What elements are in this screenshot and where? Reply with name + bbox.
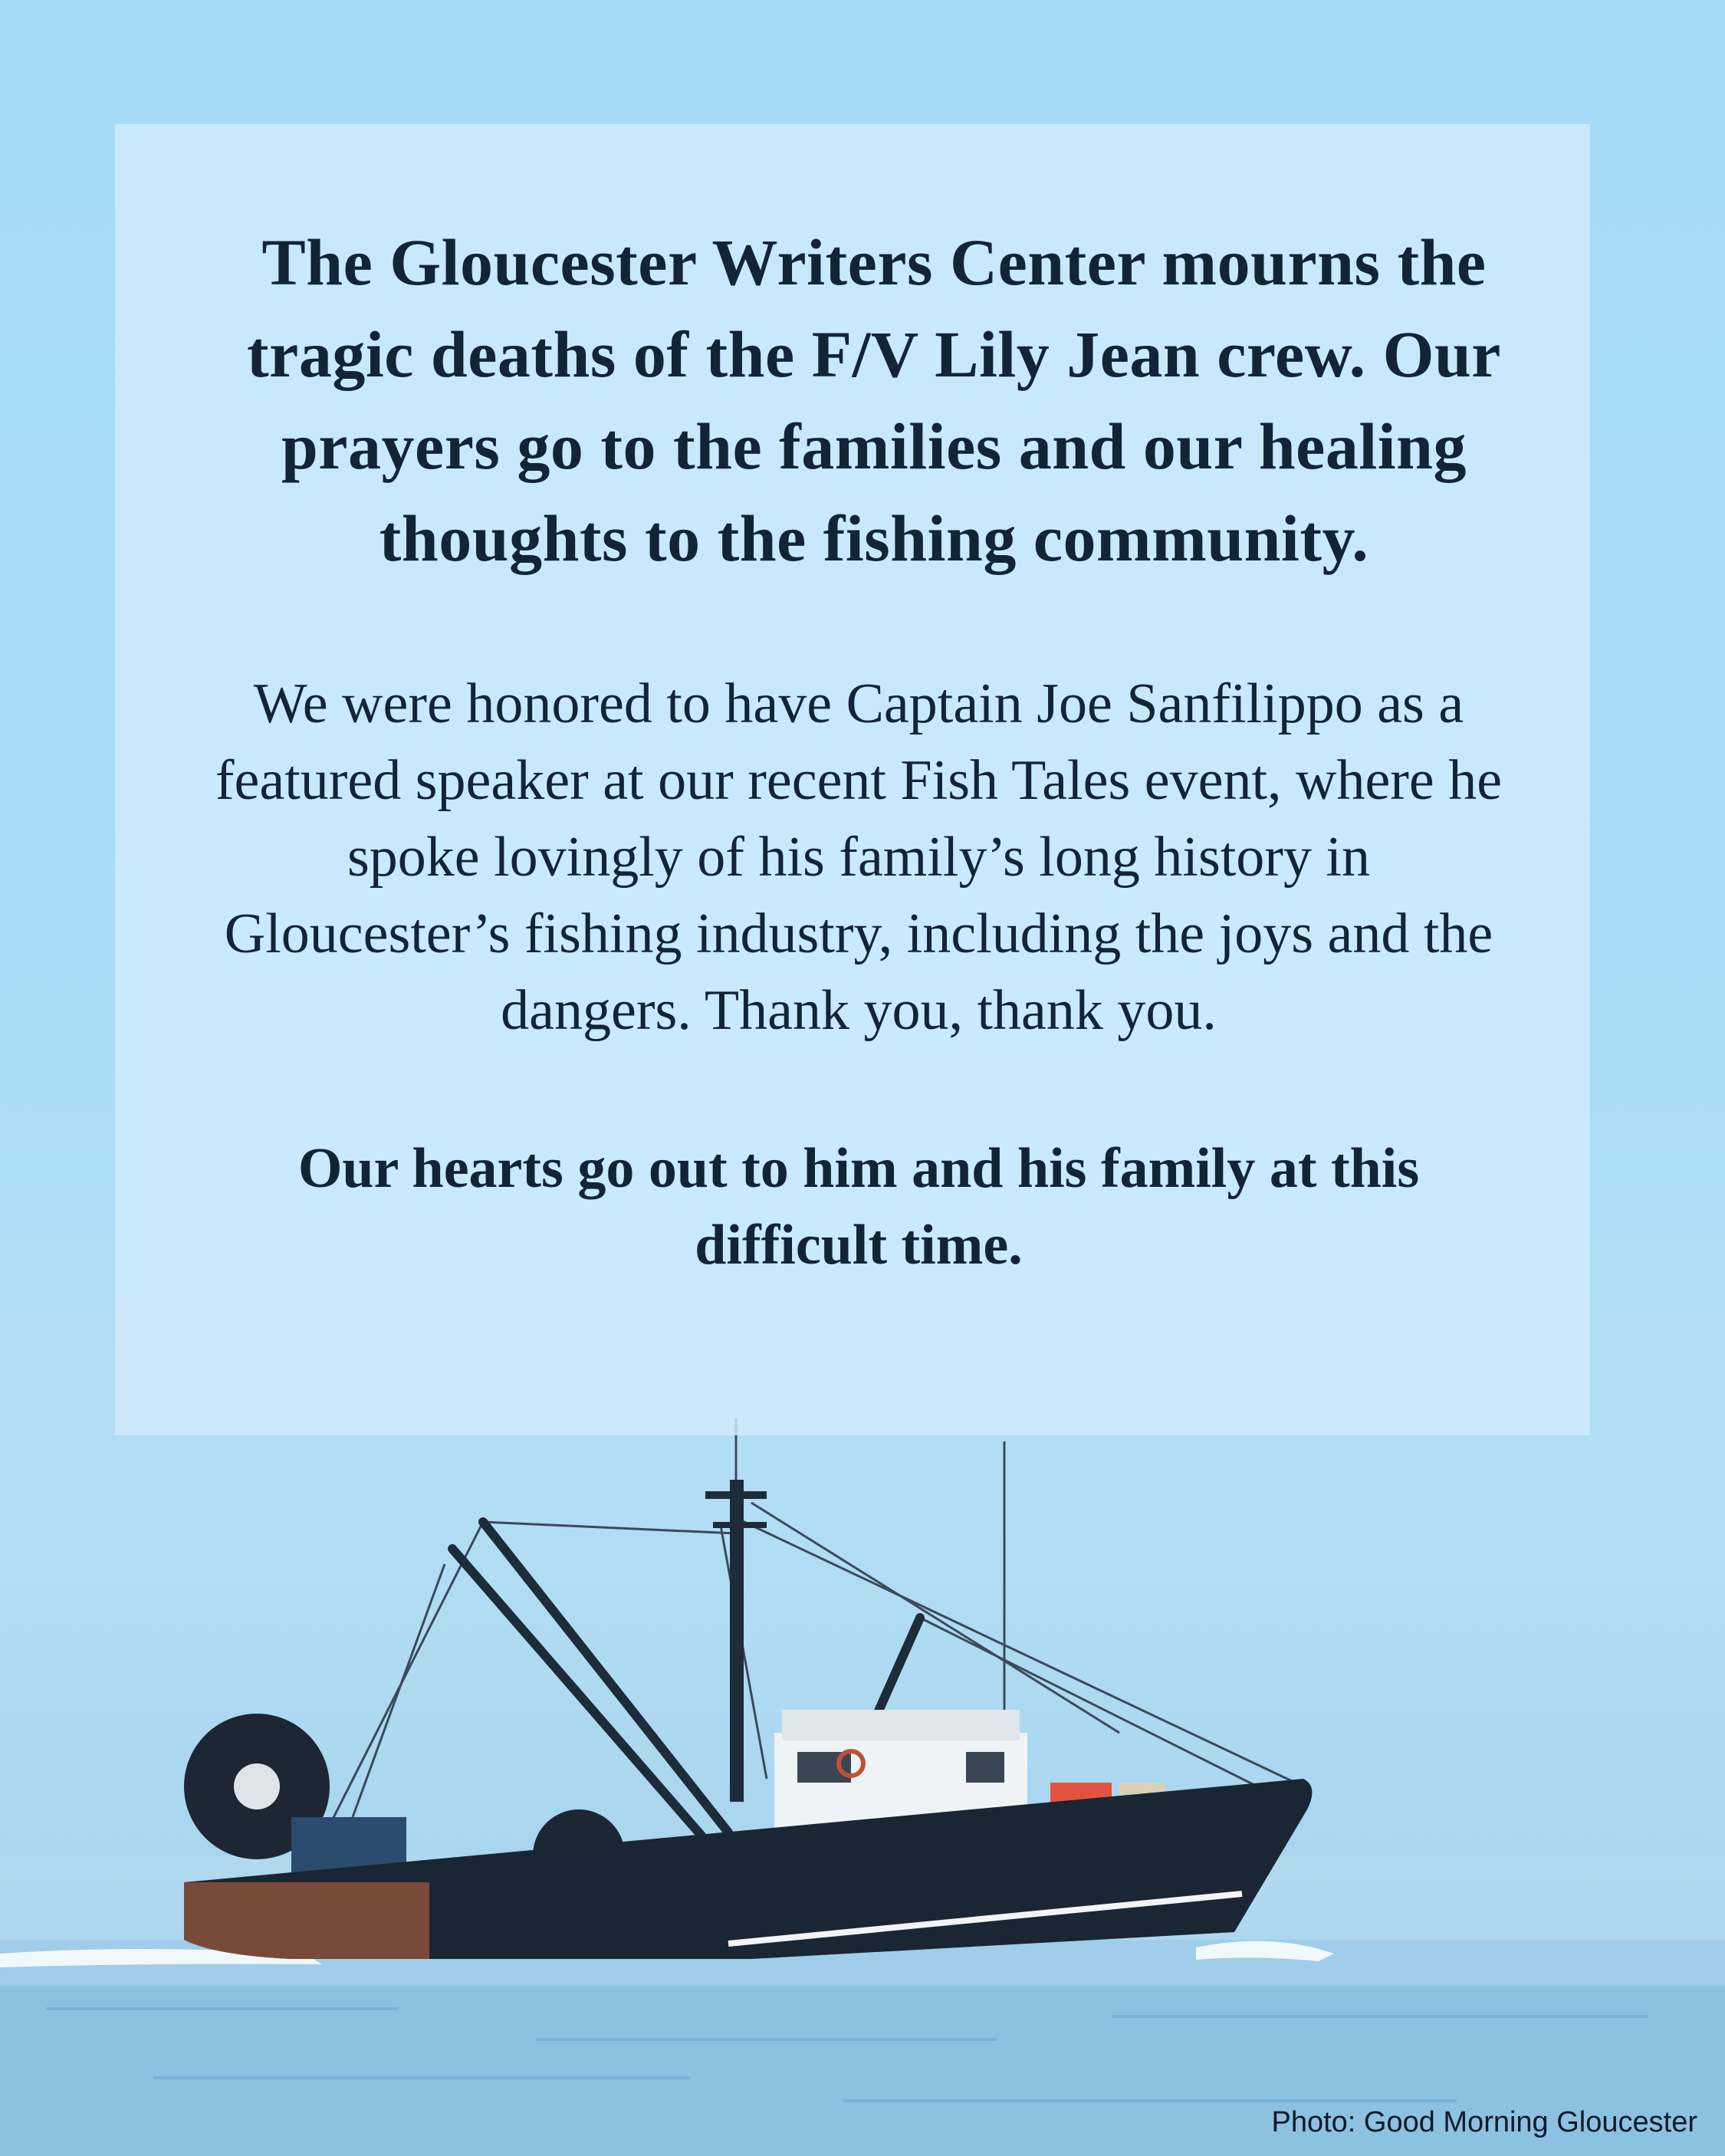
announcement-headline: The Gloucester Writers Center mourns the tragic deaths of the F/V Lily Jean crew. Our prayers go to the families and our healing thoughts to the fishing community. [247, 225, 1501, 575]
announcement-body: We were honored to have Captain Joe Sanfilippo as a featured speaker at our recent Fish Tales event, where he spoke lovingly of his family’s long history in Gloucester’s fishing industry, including the joys and the dangers. Thank you, thank you. [215, 672, 1503, 1042]
photo-credit: Photo: Good Morning Gloucester [1271, 2106, 1697, 2138]
fishing-boat [184, 1418, 1312, 1959]
announcement-closing: Our hearts go out to him and his family at this difficult time. [297, 1137, 1420, 1277]
announcement-panel [115, 124, 1590, 1435]
